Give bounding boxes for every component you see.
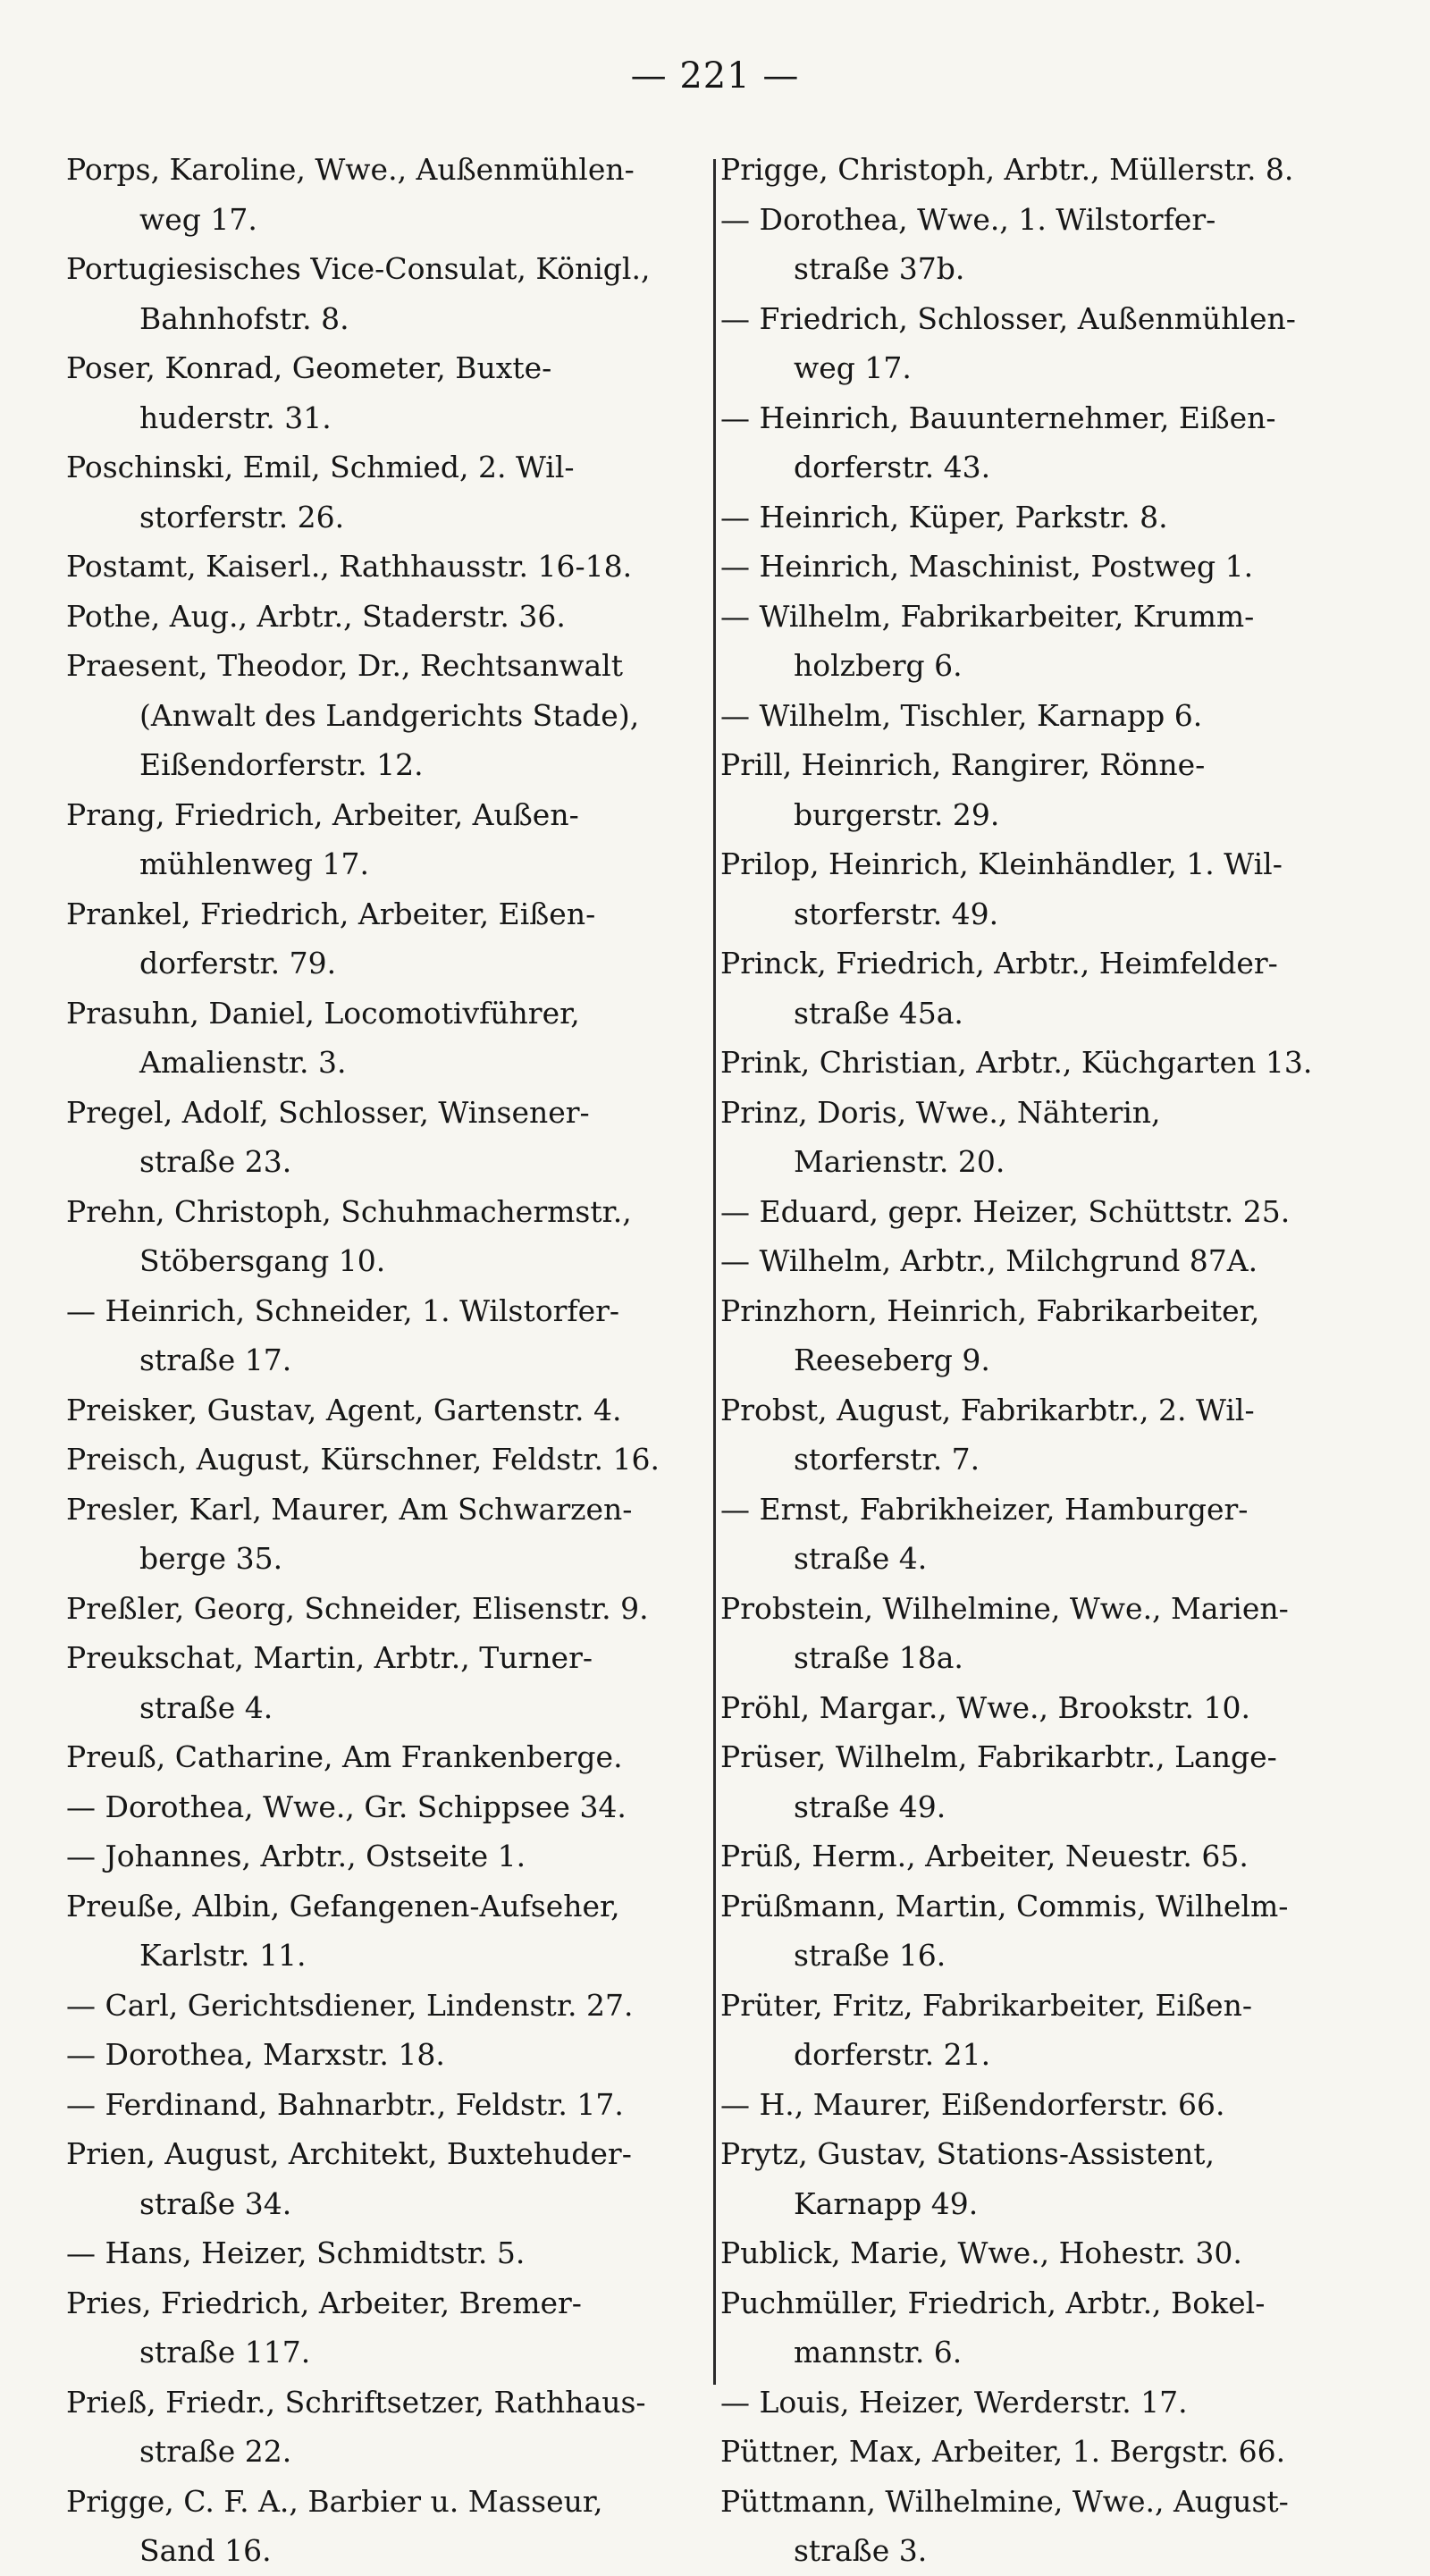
entry-line: Preukschat, Martin, Arbtr., Turner- <box>66 1640 593 1675</box>
entry-continuation-line: straße 49. <box>794 1789 946 1824</box>
entry-line: Prytz, Gustav, Stations-Assistent, <box>720 2136 1215 2171</box>
entry-line: Preuße, Albin, Gefangenen-Aufseher, <box>66 1888 620 1924</box>
entry-continuation-line: dorferstr. 79. <box>139 946 337 981</box>
entry-line: — Louis, Heizer, Werderstr. 17. <box>720 2384 1188 2420</box>
entry-continuation-line: straße 45a. <box>794 995 963 1031</box>
entry-line: Pröhl, Margar., Wwe., Brookstr. 10. <box>720 1689 1251 1725</box>
entry-continuation-line: burgerstr. 29. <box>794 796 1000 832</box>
entry-line: Prinzhorn, Heinrich, Fabrikarbeiter, <box>720 1292 1260 1328</box>
entry-line: — Friedrich, Schlosser, Außenmühlen- <box>720 300 1296 336</box>
entry-continuation-line: straße 17. <box>139 1343 292 1377</box>
entry-line: Portugiesisches Vice-Consulat, Königl., <box>66 251 651 286</box>
entry-line: Princk, Friedrich, Arbtr., Heimfelder- <box>720 946 1278 981</box>
entry-line: Pries, Friedrich, Arbeiter, Bremer- <box>66 2285 582 2320</box>
entry-line: — H., Maurer, Eißendorferstr. 66. <box>720 2086 1225 2122</box>
entry-line: — Hans, Heizer, Schmidtstr. 5. <box>66 2235 526 2270</box>
entry-line: — Eduard, gepr. Heizer, Schüttstr. 25. <box>720 1193 1291 1229</box>
entry-line: Postamt, Kaiserl., Rathhausstr. 16-18. <box>66 549 633 584</box>
entry-line: — Dorothea, Wwe., Gr. Schippsee 34. <box>66 1789 627 1824</box>
entry-continuation-line: storferstr. 26. <box>139 499 345 535</box>
entry-continuation-line: Stöbersgang 10. <box>139 1243 386 1278</box>
entry-line: Preßler, Georg, Schneider, Elisenstr. 9. <box>66 1590 649 1626</box>
entry-continuation-line: straße 34. <box>139 2185 292 2221</box>
entry-line: Publick, Marie, Wwe., Hohestr. 30. <box>720 2235 1242 2270</box>
entry-continuation-line: Karlstr. 11. <box>139 1938 307 1973</box>
entry-continuation-line: holzberg 6. <box>794 648 963 683</box>
entry-line: — Dorothea, Wwe., 1. Wilstorfer- <box>720 201 1216 237</box>
entry-line: — Ernst, Fabrikheizer, Hamburger- <box>720 1491 1249 1527</box>
entry-line: Prang, Friedrich, Arbeiter, Außen- <box>66 796 579 832</box>
entry-continuation-line: mühlenweg 17. <box>139 846 370 881</box>
entry-line: — Carl, Gerichtsdiener, Lindenstr. 27. <box>66 1987 634 2023</box>
entry-continuation-line: Amalienstr. 3. <box>139 1045 347 1080</box>
entry-continuation-line: storferstr. 49. <box>794 896 999 931</box>
entry-continuation-line: dorferstr. 21. <box>794 2037 991 2072</box>
entry-line: Praesent, Theodor, Dr., Rechtsanwalt <box>66 648 623 683</box>
entry-continuation-line: weg 17. <box>139 201 257 237</box>
column-divider <box>713 159 716 2385</box>
entry-line: Poschinski, Emil, Schmied, 2. Wil- <box>66 450 575 484</box>
entry-line: Probstein, Wilhelmine, Wwe., Marien- <box>720 1590 1289 1626</box>
entry-continuation-line: straße 4. <box>139 1689 273 1725</box>
entry-line: — Heinrich, Schneider, 1. Wilstorfer- <box>66 1292 620 1328</box>
entry-line: — Dorothea, Marxstr. 18. <box>66 2037 445 2072</box>
entry-continuation-line: weg 17. <box>794 350 912 385</box>
entry-continuation-line: Karnapp 49. <box>794 2185 979 2221</box>
entry-line: — Heinrich, Maschinist, Postweg 1. <box>720 549 1254 584</box>
entry-line: Probst, August, Fabrikarbtr., 2. Wil- <box>720 1392 1255 1427</box>
entry-line: Porps, Karoline, Wwe., Außenmühlen- <box>66 152 635 187</box>
entry-line: Puchmüller, Friedrich, Arbtr., Bokel- <box>720 2285 1266 2320</box>
entry-line: Preisker, Gustav, Agent, Gartenstr. 4. <box>66 1392 622 1427</box>
entry-continuation-line: Sand 16. <box>139 2533 272 2568</box>
entry-continuation-line: Eißendorferstr. 12. <box>139 747 424 782</box>
entry-line: Prink, Christian, Arbtr., Küchgarten 13. <box>720 1045 1313 1080</box>
right-column <box>720 145 1366 2576</box>
entry-continuation-line: mannstr. 6. <box>794 2335 963 2370</box>
entry-continuation-line: straße 3. <box>794 2533 928 2568</box>
entry-line: — Wilhelm, Tischler, Karnapp 6. <box>720 697 1203 733</box>
entry-line: Prien, August, Architekt, Buxtehuder- <box>66 2136 632 2171</box>
entry-line: Püttmann, Wilhelmine, Wwe., August- <box>720 2483 1289 2519</box>
entry-continuation-line: Bahnhofstr. 8. <box>139 300 349 336</box>
entry-line: Prankel, Friedrich, Arbeiter, Eißen- <box>66 896 596 931</box>
entry-line: Prüß, Herm., Arbeiter, Neuestr. 65. <box>720 1839 1249 1873</box>
entry-line: Prilop, Heinrich, Kleinhändler, 1. Wil- <box>720 846 1283 881</box>
entry-line: Presler, Karl, Maurer, Am Schwarzen- <box>66 1491 633 1527</box>
entry-line: Prehn, Christoph, Schuhmachermstr., <box>66 1193 632 1229</box>
entry-line: — Heinrich, Bauunternehmer, Eißen- <box>720 400 1276 435</box>
entry-line: Püttner, Max, Arbeiter, 1. Bergstr. 66. <box>720 2434 1286 2469</box>
entry-continuation-line: straße 117. <box>139 2335 311 2370</box>
entry-continuation-line: straße 23. <box>139 1144 292 1179</box>
entry-line: — Wilhelm, Fabrikarbeiter, Krumm- <box>720 598 1255 634</box>
entry-line: Prill, Heinrich, Rangirer, Rönne- <box>720 747 1206 782</box>
entry-line: Prigge, Christoph, Arbtr., Müllerstr. 8. <box>720 152 1294 187</box>
entry-line: Prüßmann, Martin, Commis, Wilhelm- <box>720 1888 1289 1924</box>
entry-line: Prigge, C. F. A., Barbier u. Masseur, <box>66 2483 603 2519</box>
entry-line: — Heinrich, Küper, Parkstr. 8. <box>720 499 1168 535</box>
entry-continuation-line: huderstr. 31. <box>139 400 332 435</box>
entry-line: Prinz, Doris, Wwe., Nähterin, <box>720 1094 1161 1130</box>
entry-continuation-line: berge 35. <box>139 1541 283 1576</box>
entry-continuation-line: straße 18a. <box>794 1640 963 1675</box>
entry-continuation-line: straße 4. <box>794 1541 928 1576</box>
entry-continuation-line: storferstr. 7. <box>794 1442 980 1477</box>
entry-continuation-line: (Anwalt des Landgerichts Stade), <box>139 697 640 733</box>
entry-line: Prüter, Fritz, Fabrikarbeiter, Eißen- <box>720 1987 1252 2023</box>
entry-line: — Johannes, Arbtr., Ostseite 1. <box>66 1839 526 1873</box>
entry-continuation-line: straße 37b. <box>794 251 965 286</box>
entry-line: Pothe, Aug., Arbtr., Staderstr. 36. <box>66 598 566 634</box>
entry-line: Pregel, Adolf, Schlosser, Winsener- <box>66 1094 590 1130</box>
entry-continuation-line: straße 16. <box>794 1938 946 1973</box>
entry-continuation-line: Marienstr. 20. <box>794 1144 1005 1179</box>
entry-continuation-line: straße 22. <box>139 2434 292 2469</box>
entry-continuation-line: Reeseberg 9. <box>794 1343 990 1377</box>
entry-continuation-line: dorferstr. 43. <box>794 450 991 484</box>
entry-line: Prasuhn, Daniel, Locomotivführer, <box>66 995 580 1031</box>
entry-line: Poser, Konrad, Geometer, Buxte- <box>66 350 552 385</box>
entry-line: Prieß, Friedr., Schriftsetzer, Rathhaus- <box>66 2384 646 2420</box>
entry-line: Preisch, August, Kürschner, Feldstr. 16. <box>66 1442 660 1477</box>
entry-line: Preuß, Catharine, Am Frankenberge. <box>66 1739 623 1774</box>
entry-line: — Wilhelm, Arbtr., Milchgrund 87A. <box>720 1243 1258 1278</box>
entry-line: — Ferdinand, Bahnarbtr., Feldstr. 17. <box>66 2086 624 2122</box>
left-column <box>66 145 702 2576</box>
entry-line: Prüser, Wilhelm, Fabrikarbtr., Lange- <box>720 1739 1277 1774</box>
page-number: — 221 — <box>630 55 800 97</box>
